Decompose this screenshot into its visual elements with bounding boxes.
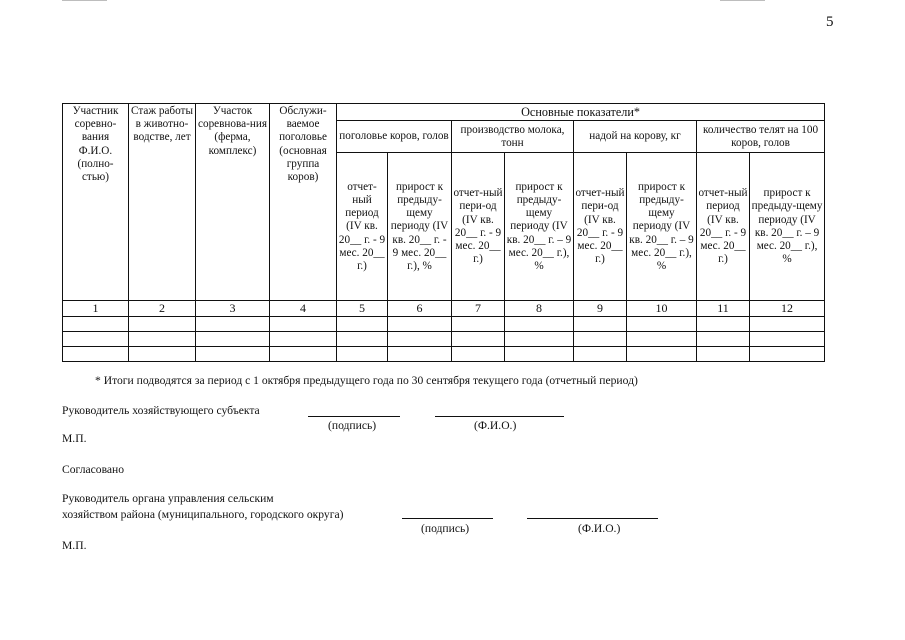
top-rule-right [720,0,765,1]
empty-cell[interactable] [337,317,388,332]
empty-cell[interactable] [388,347,452,362]
empty-cell[interactable] [697,317,750,332]
empty-cell[interactable] [627,332,697,347]
sub-header-period: отчет-ный пери-од (IV кв. 20__ г. - 9 мес. 20__ г.) [574,153,627,301]
empty-cell[interactable] [505,347,574,362]
signature-caption: (подпись) [328,419,377,432]
full-name-line[interactable] [527,518,658,519]
full-name-caption: (Ф.И.О.) [578,522,621,535]
empty-cell[interactable] [574,317,627,332]
group-cows-count: поголовье коров, голов [337,121,452,153]
stamp-place-label: М.П. [62,432,87,445]
empty-cell[interactable] [129,332,196,347]
header-participant: Участник соревно-вания Ф.И.О. (полно-стью) [63,104,129,301]
empty-cell[interactable] [697,332,750,347]
empty-cell[interactable] [627,347,697,362]
empty-cell[interactable] [196,347,270,362]
column-number: 6 [388,301,452,317]
empty-cell[interactable] [574,347,627,362]
empty-cell[interactable] [63,317,129,332]
page-number: 5 [826,14,834,30]
column-number: 10 [627,301,697,317]
column-number: 4 [270,301,337,317]
empty-cell[interactable] [697,347,750,362]
empty-cell[interactable] [129,317,196,332]
empty-cell[interactable] [750,317,825,332]
signature-line[interactable] [308,416,400,417]
group-milk-yield: надой на корову, кг [574,121,697,153]
empty-cell[interactable] [452,332,505,347]
empty-cell[interactable] [337,332,388,347]
empty-cell[interactable] [63,332,129,347]
sub-header-period: отчет-ный период (IV кв. 20__ г. - 9 мес. 20__ г.) [337,153,388,301]
agency-head-label-line2: хозяйством района (муниципального, городского округа) [62,508,344,521]
header-main-indicators: Основные показатели* [337,104,825,121]
signature-line[interactable] [402,518,493,519]
empty-cell[interactable] [270,347,337,362]
sub-header-growth: прирост к предыду-щему периоду (IV кв. 20__ г. - 9 мес. 20__ г.), % [388,153,452,301]
header-site: Участок соревнова-ния (ферма, комплекс) [196,104,270,301]
empty-cell[interactable] [196,332,270,347]
column-number: 7 [452,301,505,317]
signature-caption: (подпись) [421,522,470,535]
empty-cell[interactable] [574,332,627,347]
empty-cell[interactable] [452,317,505,332]
header-experience: Стаж работы в животно-водстве, лет [129,104,196,301]
empty-cell[interactable] [505,332,574,347]
empty-cell[interactable] [750,332,825,347]
full-name-line[interactable] [435,416,564,417]
column-number: 8 [505,301,574,317]
empty-cell[interactable] [270,332,337,347]
table-row [63,332,825,347]
indicators-table [62,103,825,362]
footnote: * Итоги подводятся за период с 1 октября предыдущего года по 30 сентября текущего года (отчетный период) [95,374,638,387]
sub-header-growth: прирост к предыду-щему периоду (IV кв. 20__ г. – 9 мес. 20__ г.), % [627,153,697,301]
column-number: 3 [196,301,270,317]
sub-header-growth: прирост к предыду-щему периоду (IV кв. 20__ г. – 9 мес. 20__ г.), % [505,153,574,301]
group-calves: количество телят на 100 коров, голов [697,121,825,153]
empty-cell[interactable] [388,332,452,347]
column-number-row [63,301,825,317]
empty-cell[interactable] [627,317,697,332]
head-of-entity-label: Руководитель хозяйствующего субъекта [62,404,260,417]
sub-header-period: отчет-ный период (IV кв. 20__ г. - 9 мес. 20__ г.) [697,153,750,301]
empty-cell[interactable] [196,317,270,332]
empty-cell[interactable] [270,317,337,332]
empty-cell[interactable] [388,317,452,332]
column-number: 1 [63,301,129,317]
header-livestock: Обслужи-ваемое поголовье (основная группа коров) [270,104,337,301]
column-number: 5 [337,301,388,317]
empty-cell[interactable] [337,347,388,362]
agency-head-label-line1: Руководитель органа управления сельским [62,492,274,505]
table-row [63,317,825,332]
full-name-caption: (Ф.И.О.) [474,419,517,432]
column-number: 11 [697,301,750,317]
agreed-label: Согласовано [62,463,125,476]
sub-header-period: отчет-ный пери-од (IV кв. 20__ г. - 9 мес. 20__ г.) [452,153,505,301]
stamp-place-label: М.П. [62,539,87,552]
empty-cell[interactable] [63,347,129,362]
empty-cell[interactable] [505,317,574,332]
empty-cell[interactable] [750,347,825,362]
table-row [63,347,825,362]
group-milk-production: производство молока, тонн [452,121,574,153]
column-number: 9 [574,301,627,317]
column-number: 12 [750,301,825,317]
empty-cell[interactable] [129,347,196,362]
top-rule-left [62,0,107,1]
sub-header-growth: прирост к предыду-щему периоду (IV кв. 20__ г. – 9 мес. 20__ г.), % [750,153,825,301]
empty-cell[interactable] [452,347,505,362]
column-number: 2 [129,301,196,317]
